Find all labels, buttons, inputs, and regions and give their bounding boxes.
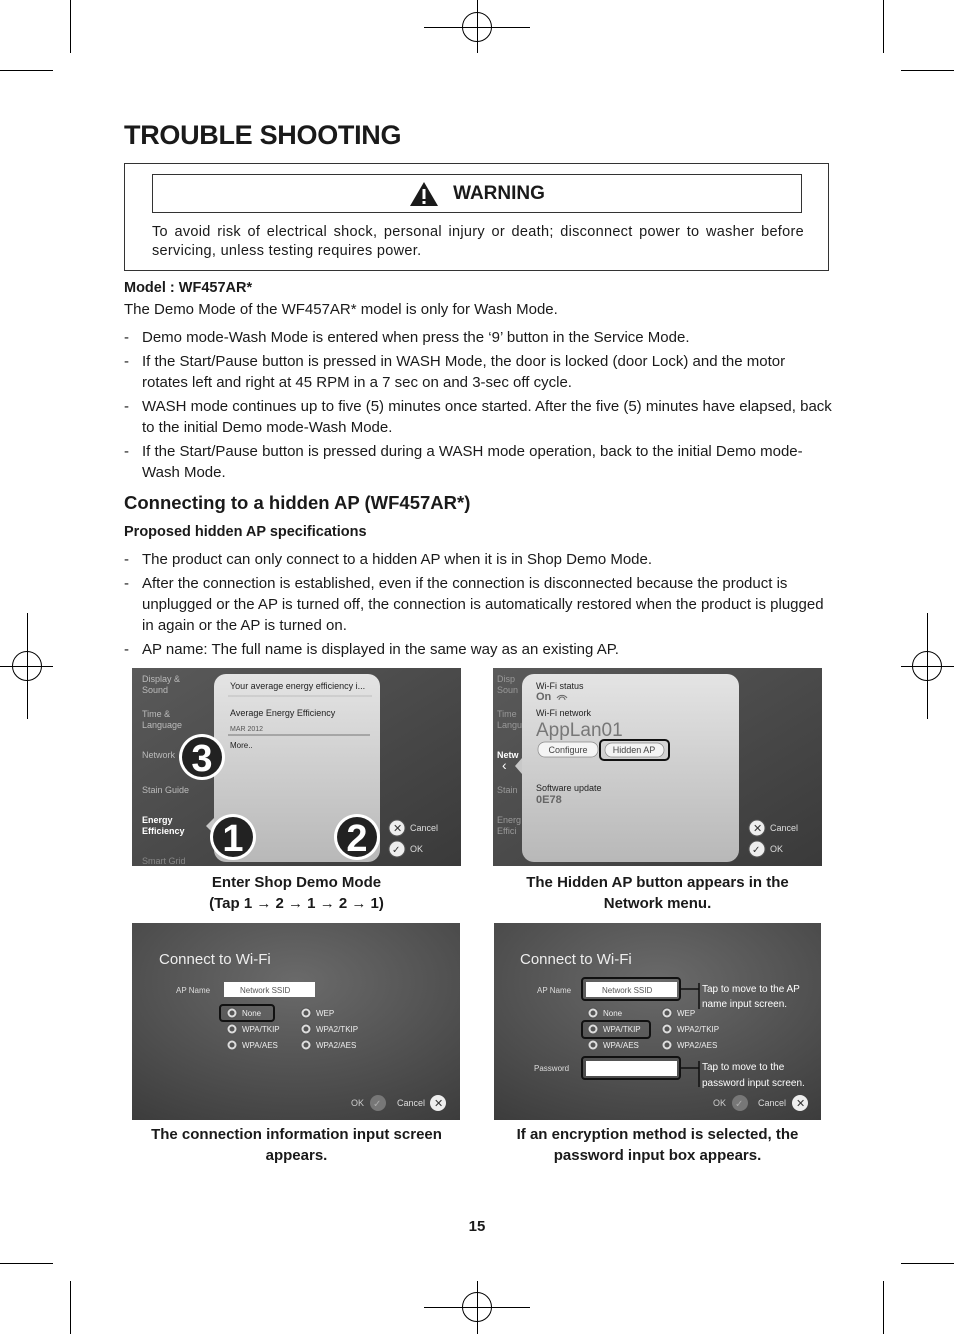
list-item: - AP name: The full name is displayed in the same way as an existing AP.	[124, 639, 834, 660]
option-wpa-tkip: WPA/TKIP	[242, 1025, 280, 1034]
panel-date: MAR 2012	[230, 726, 264, 733]
warning-header	[152, 174, 802, 213]
wifi-network-value: AppLan01	[536, 720, 623, 741]
model-list	[124, 327, 834, 486]
option-none: None	[242, 1009, 262, 1018]
warning-triangle-icon	[409, 181, 439, 207]
wifi-status-label: Wi-Fi status	[536, 681, 584, 691]
menu-item: Stain Guide	[142, 785, 190, 795]
list-item: - If the Start/Pause button is pressed during a WASH mode operation, back to the initial Demo mode-Wash Mode.	[124, 441, 834, 483]
software-label: Software update	[536, 783, 602, 793]
list-item: - Demo mode-Wash Mode is entered when press the ‘9’ button in the Service Mode.	[124, 327, 834, 348]
menu-item: Display &	[142, 674, 181, 684]
hidden-ap-button: Hidden AP	[612, 745, 656, 755]
panel-subtitle: Average Energy Efficiency	[230, 708, 336, 718]
ap-name-label: AP Name	[176, 986, 211, 995]
menu-item: Language	[142, 720, 183, 730]
ap-name-field: Network SSID	[240, 986, 291, 995]
close-icon: ✕	[393, 823, 403, 835]
menu-item: Energ	[497, 815, 522, 825]
model-title: Model : WF457AR*	[124, 280, 253, 296]
check-icon: ✓	[735, 1099, 744, 1110]
screen-title: Connect to Wi-Fi	[159, 951, 271, 968]
menu-item: Langu	[497, 720, 523, 730]
callout-pw-2: password input screen.	[702, 1078, 805, 1089]
menu-item: Soun	[497, 685, 519, 695]
caption-2: The Hidden AP button appears in the Network menu.	[526, 874, 789, 912]
page-title: TROUBLE SHOOTING	[124, 120, 402, 150]
cancel-label: Cancel	[410, 823, 439, 833]
callout-ap-2: name input screen.	[702, 999, 788, 1010]
list-item: - If the Start/Pause button is pressed in WASH Mode, the door is locked (door Lock) and the motor rotates left and right at 45 RPM in a 7 sec on and 3-sec off cycle.	[124, 351, 834, 393]
menu-item: Sound	[142, 685, 169, 695]
close-icon: ✕	[434, 1098, 444, 1110]
menu-item: Time &	[142, 709, 171, 719]
caption-3: The connection information input screen appears.	[151, 1126, 442, 1164]
cancel-label: Cancel	[758, 1098, 787, 1108]
callout-pw-1: Tap to move to the	[702, 1062, 785, 1073]
option-wpa2-tkip: WPA2/TKIP	[677, 1025, 720, 1034]
close-icon: ✕	[796, 1098, 806, 1110]
configure-button: Configure	[548, 745, 588, 755]
password-label: Password	[534, 1064, 570, 1073]
option-wpa-aes: WPA/AES	[603, 1041, 639, 1050]
menu-item: Energy	[142, 815, 173, 825]
screenshot-network-menu	[493, 668, 822, 866]
option-wpa2-aes: WPA2/AES	[316, 1041, 357, 1050]
caption-4: If an encryption method is selected, the password input box appears.	[516, 1126, 799, 1164]
menu-item: Smart Grid	[142, 856, 186, 866]
ok-label: OK	[351, 1098, 365, 1108]
list-item: - WASH mode continues up to five (5) minutes once started. After the five (5) minutes have elapsed, back to the initial Demo mode-Wash Mode.	[124, 396, 834, 438]
caption-1: Enter Shop Demo Mode (Tap 1 → 2 → 1 → 2 → 1)	[209, 874, 384, 912]
cancel-label: Cancel	[770, 823, 799, 833]
menu-item: Stain	[497, 785, 518, 795]
cancel-label: Cancel	[397, 1098, 426, 1108]
model-intro: The Demo Mode of the WF457AR* model is only for Wash Mode.	[124, 301, 558, 318]
list-item: - After the connection is established, even if the connection is disconnected because the product is unplugged or the AP is turned off, the connection is automatically restored when the product is plugged in again or the AP is turned on.	[124, 573, 834, 636]
screenshot-connect-wifi	[132, 923, 460, 1120]
chevron-left-icon: ‹	[502, 757, 507, 773]
section-title: Connecting to a hidden AP (WF457AR*)	[124, 492, 471, 513]
section-subtitle: Proposed hidden AP specifications	[124, 524, 367, 540]
option-wpa2-aes: WPA2/AES	[677, 1041, 718, 1050]
option-wep: WEP	[316, 1009, 335, 1018]
check-icon: ✓	[752, 845, 761, 856]
step-badge-1: 1	[222, 818, 244, 860]
warning-text: To avoid risk of electrical shock, personal injury or death; disconnect power to washer before servicing, unless testing requires power.	[152, 224, 804, 259]
hidden-ap-list	[124, 549, 834, 663]
menu-item: Efficiency	[142, 826, 185, 836]
close-icon: ✕	[753, 823, 763, 835]
panel-more: More..	[230, 741, 253, 750]
software-value: 0E78	[536, 794, 562, 806]
ap-name-label: AP Name	[537, 986, 572, 995]
ok-label: OK	[713, 1098, 727, 1108]
screenshot-shop-demo	[132, 668, 461, 866]
check-icon: ✓	[373, 1099, 382, 1110]
screen-title: Connect to Wi-Fi	[520, 951, 632, 968]
warning-title: WARNING	[453, 182, 545, 204]
menu-item: Network	[142, 750, 176, 760]
step-badge-3: 3	[191, 738, 213, 780]
step-badge-2: 2	[346, 818, 368, 860]
option-none: None	[603, 1009, 623, 1018]
menu-item: Effici	[497, 826, 517, 836]
panel-title: Your average energy efficiency i...	[230, 681, 366, 691]
option-wep: WEP	[677, 1009, 696, 1018]
ap-name-field: Network SSID	[602, 986, 653, 995]
page-number: 15	[468, 1218, 486, 1235]
option-wpa-tkip: WPA/TKIP	[603, 1025, 641, 1034]
wifi-network-label: Wi-Fi network	[536, 708, 592, 718]
menu-item: Netw	[497, 750, 519, 760]
ok-label: OK	[770, 844, 784, 854]
menu-item: Disp	[497, 674, 516, 684]
option-wpa-aes: WPA/AES	[242, 1041, 278, 1050]
warning-box	[124, 163, 829, 271]
list-item: - The product can only connect to a hidden AP when it is in Shop Demo Mode.	[124, 549, 834, 570]
screenshot-connect-wifi-password	[494, 923, 821, 1120]
wifi-status-value: On	[536, 691, 552, 703]
ok-label: OK	[410, 844, 424, 854]
menu-item: Time	[497, 709, 517, 719]
callout-ap-1: Tap to move to the AP	[702, 984, 800, 995]
check-icon: ✓	[392, 845, 401, 856]
option-wpa2-tkip: WPA2/TKIP	[316, 1025, 359, 1034]
